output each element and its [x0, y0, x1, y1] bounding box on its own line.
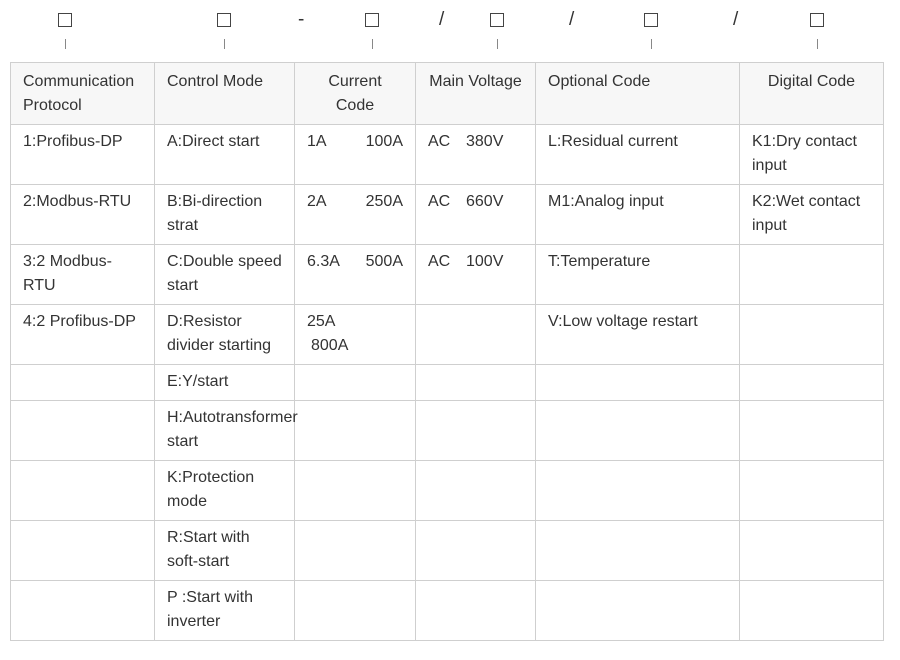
- protocol-cell: [11, 581, 155, 641]
- current-code-cell: [295, 125, 416, 185]
- protocol-cell: [11, 365, 155, 401]
- main-voltage-cell: [416, 581, 536, 641]
- protocol-cell: 4:2 Profibus-DP: [11, 305, 155, 365]
- control-mode-cell: A:Direct start: [155, 125, 295, 185]
- code-slot-tick: [651, 39, 652, 49]
- optional-code-cell: [536, 581, 740, 641]
- model-code-pattern: [0, 0, 900, 60]
- voltage-value: 380V: [466, 133, 504, 150]
- main-voltage-cell: [416, 305, 536, 365]
- code-slot-tick: [224, 39, 225, 49]
- protocol-cell: 2:Modbus-RTU: [11, 185, 155, 245]
- main-voltage-cell: [416, 401, 536, 461]
- table-row: [11, 245, 884, 305]
- voltage-type: AC: [428, 193, 451, 210]
- optional-code-cell: M1:Analog input: [536, 185, 740, 245]
- digital-code-cell: [740, 521, 884, 581]
- main-voltage-cell: [416, 185, 536, 245]
- table-row: [11, 365, 884, 401]
- control-mode-cell: P :Start with inverter: [155, 581, 295, 641]
- current-code-cell: [295, 401, 416, 461]
- table-header-row: [11, 63, 884, 125]
- table-row: [11, 185, 884, 245]
- optional-code-cell: [536, 461, 740, 521]
- current-code-max: 100A: [365, 133, 403, 150]
- voltage-type: AC: [428, 253, 451, 270]
- optional-code-cell: V:Low voltage restart: [536, 305, 740, 365]
- protocol-cell: 1:Profibus-DP: [11, 125, 155, 185]
- table-row: [11, 461, 884, 521]
- code-slot-box: [490, 13, 504, 27]
- digital-code-cell: [740, 305, 884, 365]
- digital-code-cell: [740, 401, 884, 461]
- optional-code-cell: [536, 401, 740, 461]
- header-optional-code: Optional Code: [536, 63, 740, 125]
- control-mode-cell: K:Protection mode: [155, 461, 295, 521]
- table-row: [11, 305, 884, 365]
- code-slot-tick: [497, 39, 498, 49]
- current-code-cell: [295, 185, 416, 245]
- table-row: [11, 581, 884, 641]
- current-code-max: 500A: [365, 253, 403, 270]
- current-code-min: 25A: [307, 313, 336, 330]
- current-code-min: 1A: [307, 133, 327, 150]
- code-slot-box: [810, 13, 824, 27]
- optional-code-cell: [536, 521, 740, 581]
- current-code-cell: [295, 245, 416, 305]
- code-separator: /: [733, 9, 739, 30]
- table-row: [11, 401, 884, 461]
- current-code-cell: [295, 521, 416, 581]
- current-code-max: 250A: [365, 193, 403, 210]
- model-code-table: [10, 62, 884, 641]
- code-slot-box: [644, 13, 658, 27]
- current-code-cell: [295, 581, 416, 641]
- code-slot-box: [365, 13, 379, 27]
- table-row: [11, 125, 884, 185]
- header-control-mode: Control Mode: [155, 63, 295, 125]
- main-voltage-cell: [416, 245, 536, 305]
- digital-code-cell: K2:Wet contact input: [740, 185, 884, 245]
- control-mode-cell: D:Resistor divider starting: [155, 305, 295, 365]
- digital-code-cell: [740, 245, 884, 305]
- control-mode-cell: B:Bi-direction strat: [155, 185, 295, 245]
- protocol-cell: [11, 461, 155, 521]
- protocol-cell: [11, 521, 155, 581]
- current-code-max: 800A: [311, 337, 349, 354]
- code-slot-tick: [65, 39, 66, 49]
- code-slot-tick: [372, 39, 373, 49]
- digital-code-cell: [740, 365, 884, 401]
- main-voltage-cell: [416, 461, 536, 521]
- digital-code-cell: [740, 581, 884, 641]
- current-code-cell: [295, 365, 416, 401]
- control-mode-cell: H:Autotransformer start: [155, 401, 295, 461]
- main-voltage-cell: [416, 365, 536, 401]
- code-separator: /: [569, 9, 575, 30]
- header-communication-protocol: Communication Protocol: [11, 63, 155, 125]
- digital-code-cell: [740, 461, 884, 521]
- header-current-code: Current Code: [295, 63, 416, 125]
- voltage-value: 660V: [466, 193, 504, 210]
- optional-code-cell: L:Residual current: [536, 125, 740, 185]
- code-slot-box: [58, 13, 72, 27]
- main-voltage-cell: [416, 521, 536, 581]
- voltage-type: AC: [428, 133, 451, 150]
- voltage-value: 100V: [466, 253, 504, 270]
- current-code-cell: [295, 305, 416, 365]
- current-code-min: 2A: [307, 193, 327, 210]
- header-main-voltage: Main Voltage: [416, 63, 536, 125]
- code-separator: -: [298, 9, 305, 30]
- protocol-cell: 3:2 Modbus-RTU: [11, 245, 155, 305]
- table-row: [11, 521, 884, 581]
- control-mode-cell: R:Start with soft-start: [155, 521, 295, 581]
- digital-code-cell: K1:Dry contact input: [740, 125, 884, 185]
- control-mode-cell: C:Double speed start: [155, 245, 295, 305]
- current-code-cell: [295, 461, 416, 521]
- main-voltage-cell: [416, 125, 536, 185]
- current-code-min: 6.3A: [307, 253, 340, 270]
- protocol-cell: [11, 401, 155, 461]
- control-mode-cell: E:Y/start: [155, 365, 295, 401]
- optional-code-cell: [536, 365, 740, 401]
- optional-code-cell: T:Temperature: [536, 245, 740, 305]
- code-separator: /: [439, 9, 445, 30]
- code-slot-box: [217, 13, 231, 27]
- header-digital-code: Digital Code: [740, 63, 884, 125]
- code-slot-tick: [817, 39, 818, 49]
